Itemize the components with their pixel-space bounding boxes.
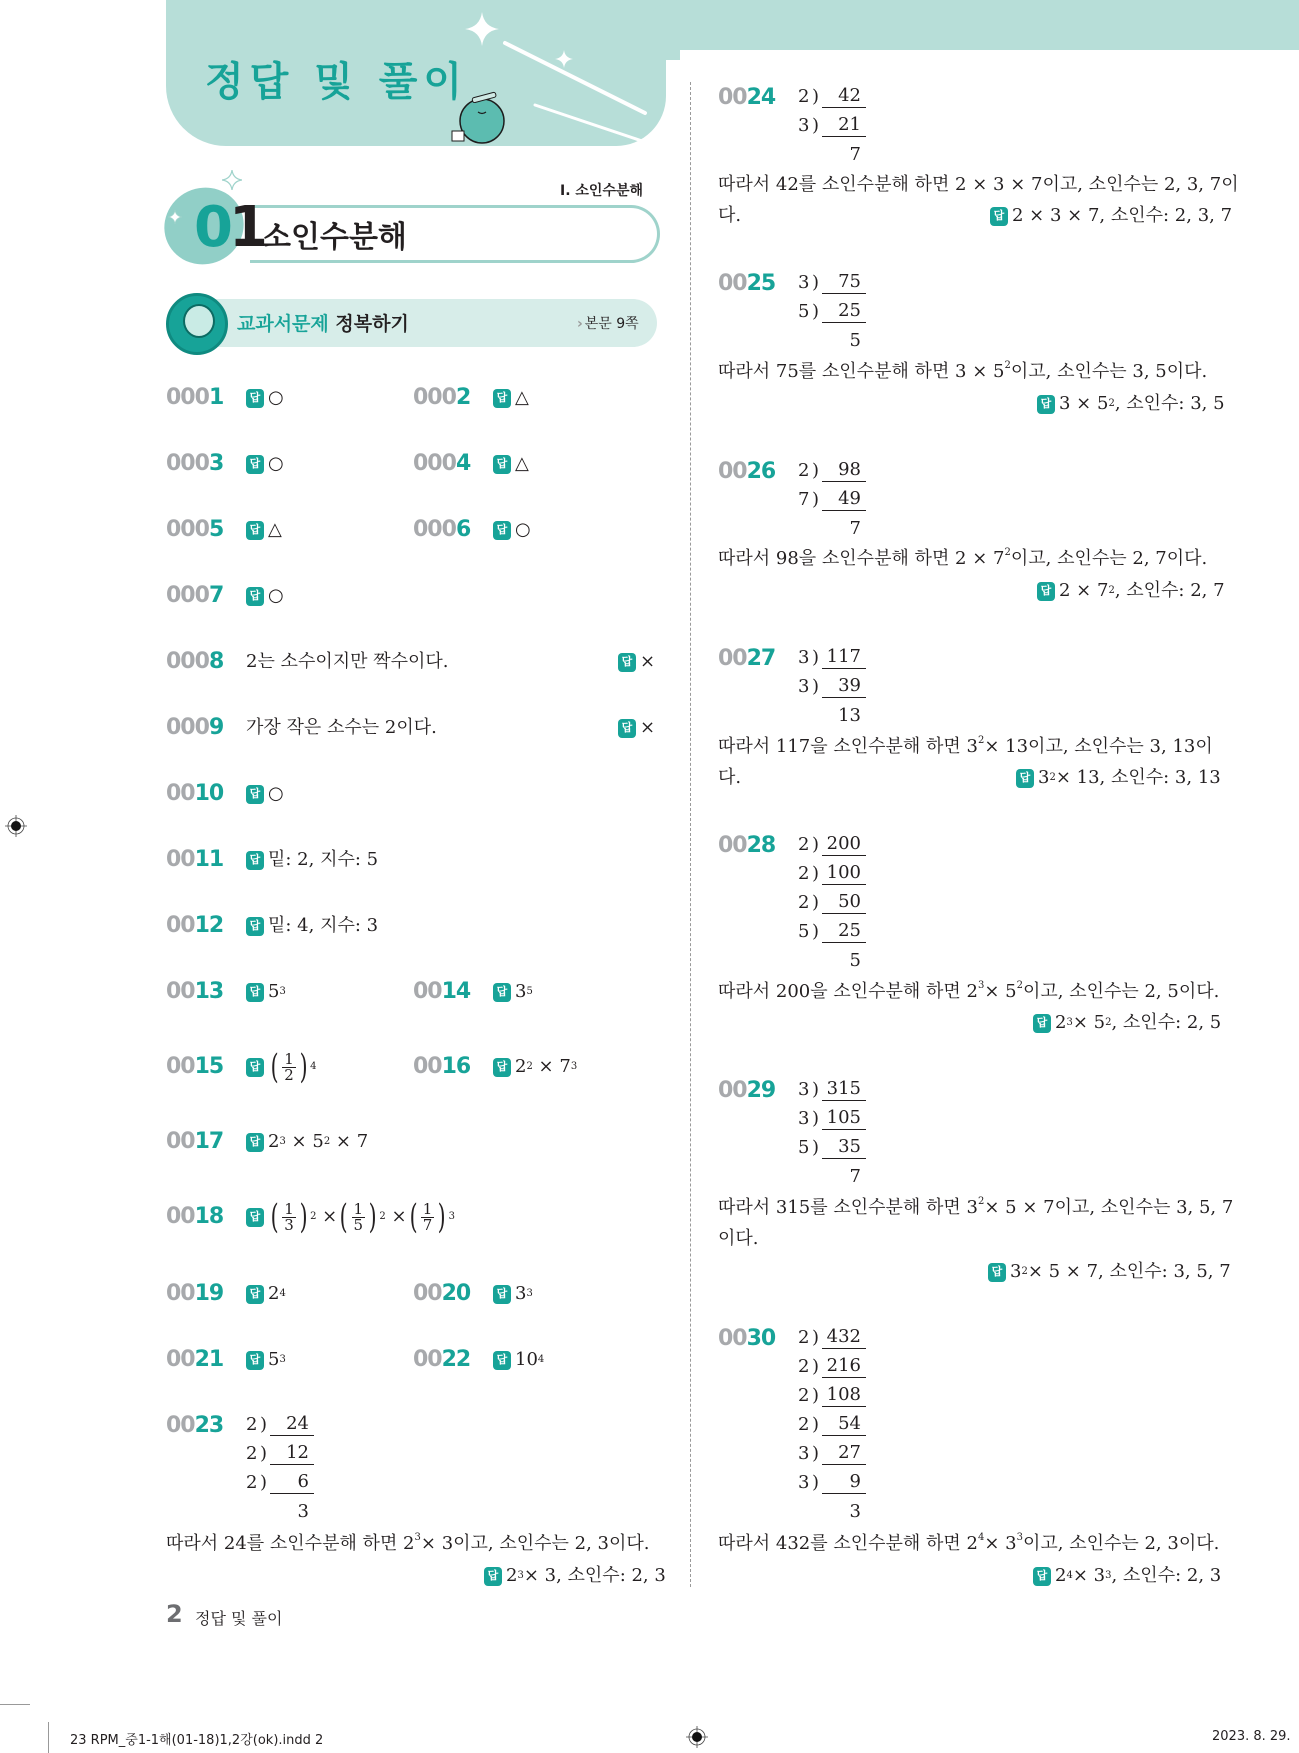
sparkle-icon xyxy=(555,50,573,68)
problem-number: 0005 xyxy=(166,517,224,542)
answer: 답 5 3 xyxy=(246,980,286,1004)
problem-number: 0023 xyxy=(166,1413,224,1438)
answer-badge-icon: 답 xyxy=(493,389,511,408)
page-label: 정답 및 풀이 xyxy=(195,1609,283,1628)
answer: 답 ○ xyxy=(246,452,284,476)
explanation-text: 따라서 315를 소인수분해 하면 $3^2\times 5 \times 7$이고, 소인수는 3, 5, 7 xyxy=(718,1196,1234,1218)
sparkle-icon xyxy=(465,12,499,46)
answer-badge-icon: 답 xyxy=(484,1567,502,1586)
answer: 답 3 3 xyxy=(493,1282,533,1306)
answer-badge-icon: 답 xyxy=(493,455,511,474)
answer: 답 ○ xyxy=(246,386,284,410)
answer: 답 △ xyxy=(246,518,282,542)
chevron-right-icon: › xyxy=(577,316,583,332)
chapter-number: 01 xyxy=(194,195,264,260)
answer: 답 밑: 2, 지수: 5 xyxy=(246,848,378,872)
answer-badge-icon: 답 xyxy=(988,1263,1006,1282)
answer: 답 × xyxy=(618,716,655,740)
mascot-circle-icon xyxy=(166,293,228,355)
division-ladder: 2 ) 200 2 ) 100 2 ) 50 5 ) 25 5 xyxy=(798,830,866,975)
answer: 답 × xyxy=(618,650,655,674)
problem-number: 0013 xyxy=(166,979,224,1004)
problem-number: 0014 xyxy=(413,979,471,1004)
final-answer: 답 2 3 × 5 2 , 소인수: 2, 5 xyxy=(1033,1011,1221,1035)
problem-number: 0029 xyxy=(718,1078,776,1103)
answer: 답 ( $\frac{1}{2}$ ) 4 xyxy=(246,1047,316,1087)
shooting-star-icon xyxy=(530,100,650,145)
problem-number: 0012 xyxy=(166,913,224,938)
mascot-illustration xyxy=(450,85,510,145)
division-ladder: 2 ) 432 2 ) 216 2 ) 108 2 ) 54 3 ) 27 3 ) 9 3 xyxy=(798,1323,866,1526)
page-number: 2 xyxy=(166,1600,183,1628)
problem-number: 0027 xyxy=(718,646,776,671)
problem-number: 0008 xyxy=(166,649,224,674)
division-ladder: 2 ) 98 7 ) 49 7 xyxy=(798,456,866,543)
answer-badge-icon: 답 xyxy=(246,455,264,474)
problem-number: 0018 xyxy=(166,1204,224,1229)
problem-number: 0019 xyxy=(166,1281,224,1306)
problem-number: 0024 xyxy=(718,85,776,110)
problem-number: 0030 xyxy=(718,1326,776,1351)
answer-badge-icon: 답 xyxy=(246,1058,264,1077)
answer: 답 ○ xyxy=(246,782,284,806)
final-answer: 답 2 3 × 3, 소인수: 2, 3 xyxy=(484,1564,666,1588)
final-answer: 답 3 2 × 13, 소인수: 3, 13 xyxy=(1016,766,1221,790)
chapter-title: 소인수분해 xyxy=(262,220,407,255)
answer-badge-icon: 답 xyxy=(493,983,511,1002)
problem-number: 0015 xyxy=(166,1054,224,1079)
final-answer: 답 2 × 3 × 7, 소인수: 2, 3, 7 xyxy=(990,204,1232,228)
answer-badge-icon: 답 xyxy=(246,983,264,1002)
answer-badge-icon: 답 xyxy=(246,521,264,540)
explanation-text: 따라서 42를 소인수분해 하면 2 × 3 × 7이고, 소인수는 2, 3, 7이 xyxy=(718,174,1239,195)
explanation-text: 따라서 432를 소인수분해 하면 $2^4\times 3^3$이고, 소인수는 2, 3이다. xyxy=(718,1532,1220,1554)
problem-number: 0026 xyxy=(718,459,776,484)
problem-number: 0009 xyxy=(166,715,224,740)
problem-statement: 2는 소수이지만 짝수이다. xyxy=(246,651,449,672)
answer-badge-icon: 답 xyxy=(246,1133,264,1152)
problem-number: 0017 xyxy=(166,1129,224,1154)
explanation-text: 따라서 75를 소인수분해 하면 $3 \times 5^2$이고, 소인수는 3, 5이다. xyxy=(718,360,1208,382)
problem-number: 0022 xyxy=(413,1347,471,1372)
answer: 답 2 3 × 5 2 × 7 xyxy=(246,1130,368,1154)
crop-mark xyxy=(48,1722,49,1753)
final-answer: 답 2 × 7 2 , 소인수: 2, 7 xyxy=(1037,579,1225,603)
section-page-reference: › 본문 9쪽 xyxy=(577,316,639,332)
answer: 답 2 4 xyxy=(246,1282,286,1306)
answer-badge-icon: 답 xyxy=(493,1351,511,1370)
answer-badge-icon: 답 xyxy=(246,917,264,936)
problem-number: 0004 xyxy=(413,451,471,476)
answer-badge-icon: 답 xyxy=(246,389,264,408)
problem-number: 0025 xyxy=(718,271,776,296)
sparkle-icon xyxy=(222,170,242,190)
answer: 답 ○ xyxy=(246,584,284,608)
problem-number: 0028 xyxy=(718,833,776,858)
final-answer: 답 2 4 × 3 3 , 소인수: 2, 3 xyxy=(1033,1564,1221,1588)
sparkle-icon xyxy=(168,210,182,224)
answer: 답 △ xyxy=(493,386,529,410)
answer: 답 ○ xyxy=(493,518,531,542)
answer: 답 2 2 × 7 3 xyxy=(493,1055,577,1079)
explanation-text: 이다. xyxy=(718,1228,759,1249)
answer-badge-icon: 답 xyxy=(1033,1567,1051,1586)
answer: 답 △ xyxy=(493,452,529,476)
answer-badge-icon: 답 xyxy=(246,1351,264,1370)
explanation-text: 다. xyxy=(718,767,742,788)
answer: 답 밑: 4, 지수: 3 xyxy=(246,914,378,938)
section-title: 교과서문제 정복하기 xyxy=(237,313,409,335)
division-ladder: 2 ) 24 2 ) 12 2 ) 6 3 xyxy=(246,1410,314,1526)
explanation-text: 따라서 24를 소인수분해 하면 $2^3\times 3$이고, 소인수는 2, 3이다. xyxy=(166,1532,650,1554)
division-ladder: 2 ) 42 3 ) 21 7 xyxy=(798,82,866,169)
banner-title: 정답 및 풀이 xyxy=(205,59,469,105)
answer-badge-icon: 답 xyxy=(990,207,1008,226)
slug-date: 2023. 8. 29. xyxy=(1212,1729,1291,1744)
answer-badge-icon: 답 xyxy=(1037,395,1055,414)
answer-badge-icon: 답 xyxy=(618,653,636,672)
answer-badge-icon: 답 xyxy=(246,587,264,606)
problem-number: 0010 xyxy=(166,781,224,806)
problem-number: 0021 xyxy=(166,1347,224,1372)
problem-number: 0007 xyxy=(166,583,224,608)
final-answer: 답 3 2 × 5 × 7, 소인수: 3, 5, 7 xyxy=(988,1260,1231,1284)
answer: 답 10 4 xyxy=(493,1348,544,1372)
column-divider xyxy=(690,82,691,1587)
answer-badge-icon: 답 xyxy=(618,719,636,738)
explanation-text: 따라서 200을 소인수분해 하면 $2^3\times 5^2$이고, 소인수는 2, 5이다. xyxy=(718,980,1220,1002)
unit-label: I. 소인수분해 xyxy=(560,183,644,199)
answer-badge-icon: 답 xyxy=(1033,1014,1051,1033)
problem-number: 0011 xyxy=(166,847,224,872)
problem-number: 0020 xyxy=(413,1281,471,1306)
division-ladder: 3 ) 75 5 ) 25 5 xyxy=(798,268,866,355)
problem-number: 0006 xyxy=(413,517,471,542)
problem-statement: 가장 작은 소수는 2이다. xyxy=(246,717,437,738)
explanation-text: 따라서 117을 소인수분해 하면 $3^2\times 13$이고, 소인수는 3, 13이 xyxy=(718,735,1213,757)
answer-badge-icon: 답 xyxy=(1016,769,1034,788)
problem-number: 0002 xyxy=(413,385,471,410)
problem-number: 0003 xyxy=(166,451,224,476)
slug-filename: 23 RPM_중1-1해(01-18)1,2강(ok).indd 2 xyxy=(70,1733,324,1748)
answer: 답 3 5 xyxy=(493,980,533,1004)
answer-badge-icon: 답 xyxy=(1037,582,1055,601)
banner-background xyxy=(640,0,1299,50)
answer-badge-icon: 답 xyxy=(246,785,264,804)
answer-badge-icon: 답 xyxy=(493,521,511,540)
answer-badge-icon: 답 xyxy=(493,1285,511,1304)
answer-badge-icon: 답 xyxy=(246,1208,264,1227)
answer-badge-icon: 답 xyxy=(493,1058,511,1077)
explanation-text: 따라서 98을 소인수분해 하면 $2 \times 7^2$이고, 소인수는 2, 7이다. xyxy=(718,547,1208,569)
registration-mark-icon xyxy=(686,1726,708,1748)
problem-number: 0001 xyxy=(166,385,224,410)
division-ladder: 3 ) 315 3 ) 105 5 ) 35 7 xyxy=(798,1075,866,1191)
problem-number: 0016 xyxy=(413,1054,471,1079)
explanation-text: 다. xyxy=(718,205,742,226)
registration-mark-icon xyxy=(5,815,27,837)
crop-mark xyxy=(0,1704,30,1705)
answer-badge-icon: 답 xyxy=(246,1285,264,1304)
answer-badge-icon: 답 xyxy=(246,851,264,870)
answer: 답 5 3 xyxy=(246,1348,286,1372)
division-ladder: 3 ) 117 3 ) 39 13 xyxy=(798,643,866,730)
final-answer: 답 3 × 5 2 , 소인수: 3, 5 xyxy=(1037,392,1225,416)
answer: 답 ( $\frac{1}{3}$ ) 2 × ( $\frac{1}{5}$ ) 2 × ( $\frac{1}{7}$ ) 3 xyxy=(246,1197,455,1237)
